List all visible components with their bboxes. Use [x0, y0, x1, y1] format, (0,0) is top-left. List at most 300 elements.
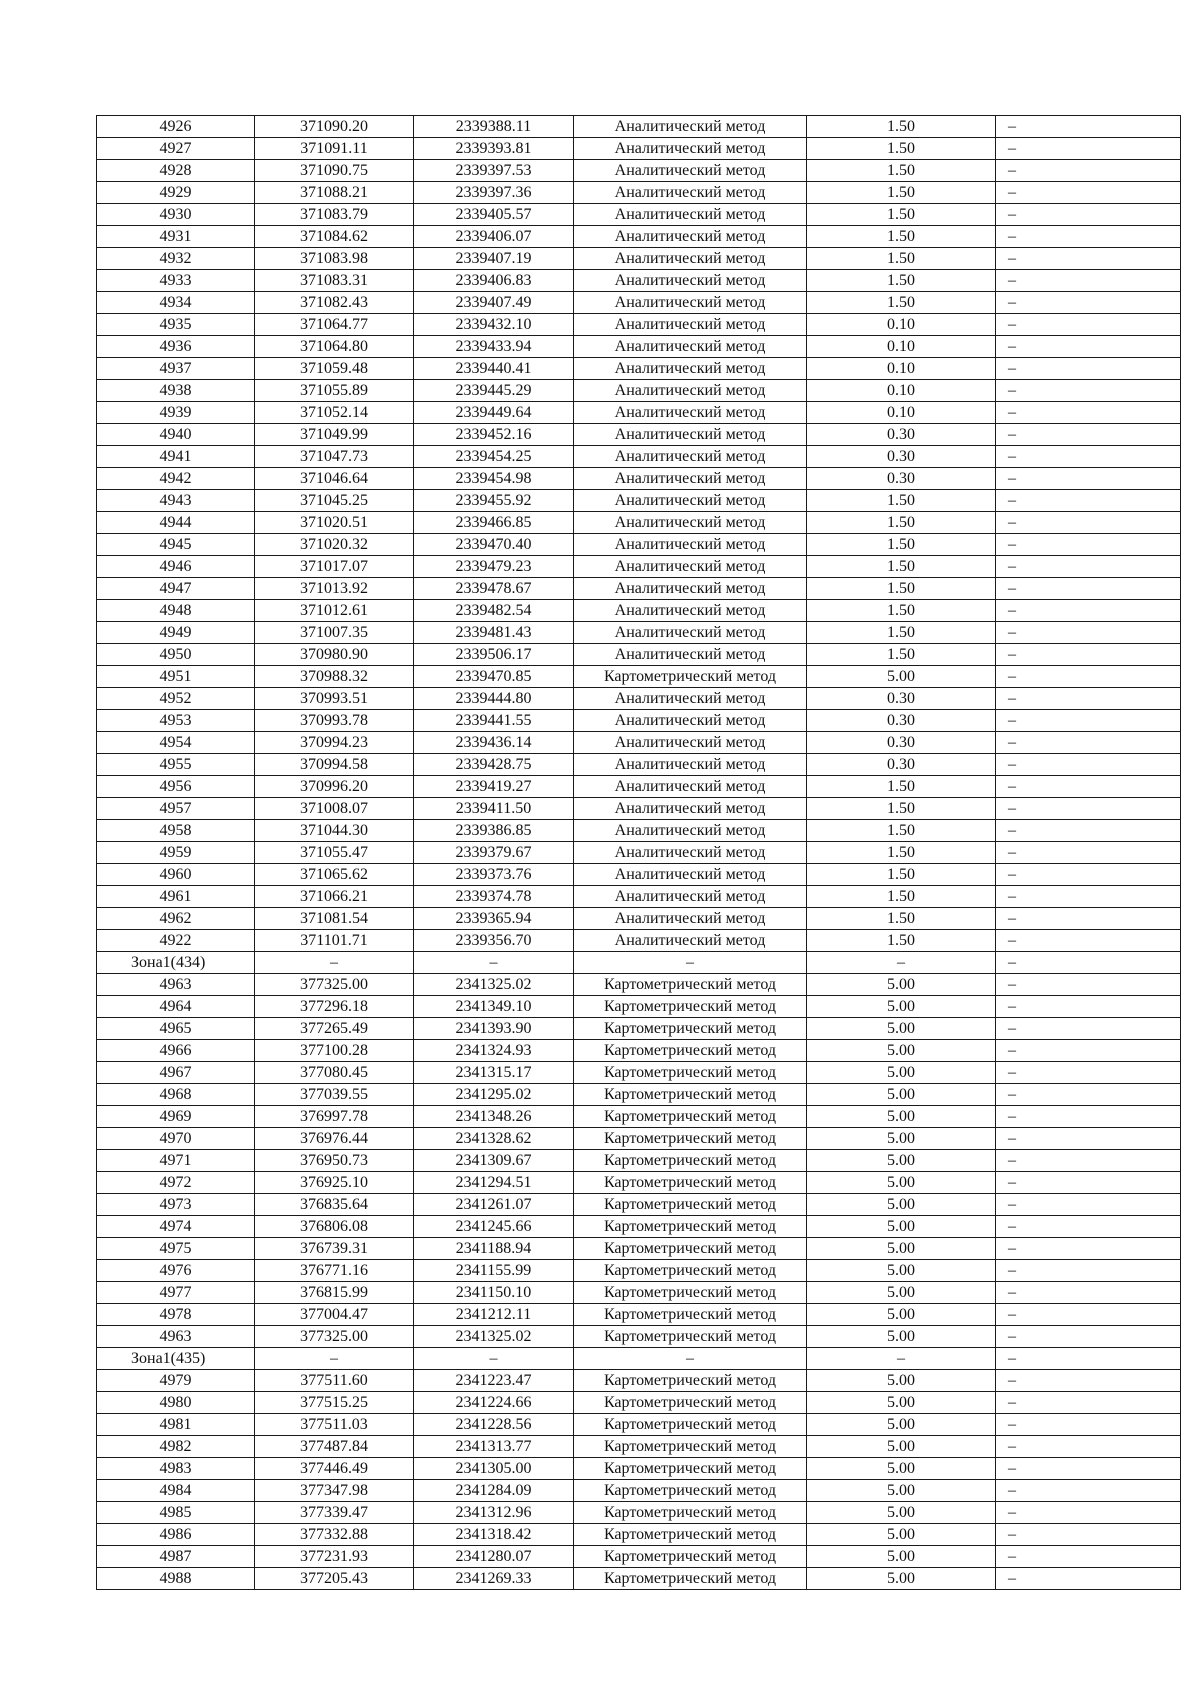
point-number-cell: 4955	[97, 754, 255, 776]
x-coordinate-cell: 370980.90	[255, 644, 414, 666]
precision-cell: 5.00	[807, 1216, 996, 1238]
y-coordinate-cell: 2339466.85	[414, 512, 574, 534]
table-row	[97, 908, 1181, 930]
method-cell: Картометрический метод	[574, 996, 807, 1018]
table-row	[97, 358, 1181, 380]
method-cell: Картометрический метод	[574, 1172, 807, 1194]
x-coordinate-cell: 377265.49	[255, 1018, 414, 1040]
zone-label-cell: Зона1(435)	[97, 1348, 255, 1370]
y-coordinate-cell: 2339452.16	[414, 424, 574, 446]
point-number-cell: 4936	[97, 336, 255, 358]
description-cell: –	[996, 710, 1181, 732]
point-number-cell: 4933	[97, 270, 255, 292]
x-coordinate-cell: 377325.00	[255, 1326, 414, 1348]
method-cell: Аналитический метод	[574, 468, 807, 490]
precision-cell: 5.00	[807, 1480, 996, 1502]
point-number-cell: 4976	[97, 1260, 255, 1282]
table-row	[97, 1524, 1181, 1546]
table-row	[97, 820, 1181, 842]
table-row	[97, 644, 1181, 666]
method-cell: Аналитический метод	[574, 446, 807, 468]
x-coordinate-cell: 371081.54	[255, 908, 414, 930]
description-cell: –	[996, 842, 1181, 864]
method-cell: Аналитический метод	[574, 864, 807, 886]
table-row	[97, 1040, 1181, 1062]
point-number-cell: 4943	[97, 490, 255, 512]
y-coordinate-cell: 2339444.80	[414, 688, 574, 710]
precision-cell: 5.00	[807, 1436, 996, 1458]
table-row	[97, 754, 1181, 776]
point-number-cell: 4956	[97, 776, 255, 798]
y-coordinate-cell: 2341318.42	[414, 1524, 574, 1546]
y-coordinate-cell: 2339433.94	[414, 336, 574, 358]
precision-cell: 5.00	[807, 1568, 996, 1590]
table-row	[97, 1458, 1181, 1480]
method-cell: Аналитический метод	[574, 380, 807, 402]
precision-cell: 1.50	[807, 578, 996, 600]
table-row	[97, 1194, 1181, 1216]
precision-cell: 1.50	[807, 556, 996, 578]
method-cell: Аналитический метод	[574, 644, 807, 666]
description-cell: –	[996, 1480, 1181, 1502]
precision-cell: 5.00	[807, 1502, 996, 1524]
x-coordinate-cell: 371020.51	[255, 512, 414, 534]
precision-cell: 5.00	[807, 1150, 996, 1172]
table-row	[97, 776, 1181, 798]
precision-cell: 0.30	[807, 754, 996, 776]
x-coordinate-cell: 377004.47	[255, 1304, 414, 1326]
description-cell: –	[996, 138, 1181, 160]
description-cell: –	[996, 864, 1181, 886]
description-cell: –	[996, 1128, 1181, 1150]
y-coordinate-cell: 2341224.66	[414, 1392, 574, 1414]
precision-cell: 0.30	[807, 446, 996, 468]
description-cell: –	[996, 820, 1181, 842]
x-coordinate-cell: 377296.18	[255, 996, 414, 1018]
x-coordinate-cell: 377511.60	[255, 1370, 414, 1392]
precision-cell: 1.50	[807, 908, 996, 930]
y-coordinate-cell: 2339397.36	[414, 182, 574, 204]
table-row	[97, 402, 1181, 424]
point-number-cell: 4963	[97, 974, 255, 996]
precision-cell: 0.30	[807, 424, 996, 446]
table-row	[97, 314, 1181, 336]
table-row	[97, 270, 1181, 292]
point-number-cell: 4971	[97, 1150, 255, 1172]
point-number-cell: 4988	[97, 1568, 255, 1590]
method-cell: Аналитический метод	[574, 930, 807, 952]
description-cell: –	[996, 666, 1181, 688]
precision-cell: 1.50	[807, 534, 996, 556]
x-coordinate-cell: 371084.62	[255, 226, 414, 248]
method-cell: Картометрический метод	[574, 974, 807, 996]
y-coordinate-cell: 2339397.53	[414, 160, 574, 182]
point-number-cell: 4922	[97, 930, 255, 952]
description-cell: –	[996, 1326, 1181, 1348]
table-row	[97, 1260, 1181, 1282]
x-coordinate-cell: 371066.21	[255, 886, 414, 908]
precision-cell: 1.50	[807, 512, 996, 534]
method-cell: Аналитический метод	[574, 138, 807, 160]
method-cell: –	[574, 1348, 807, 1370]
precision-cell: –	[807, 952, 996, 974]
precision-cell: 5.00	[807, 666, 996, 688]
precision-cell: 5.00	[807, 996, 996, 1018]
point-number-cell: 4981	[97, 1414, 255, 1436]
coordinates-table	[96, 115, 1181, 1590]
x-coordinate-cell: 371091.11	[255, 138, 414, 160]
table-row	[97, 424, 1181, 446]
method-cell: Картометрический метод	[574, 1392, 807, 1414]
precision-cell: –	[807, 1348, 996, 1370]
x-coordinate-cell: 371090.75	[255, 160, 414, 182]
y-coordinate-cell: 2341269.33	[414, 1568, 574, 1590]
method-cell: Аналитический метод	[574, 908, 807, 930]
method-cell: Картометрический метод	[574, 1194, 807, 1216]
method-cell: Картометрический метод	[574, 1568, 807, 1590]
precision-cell: 5.00	[807, 1414, 996, 1436]
point-number-cell: 4935	[97, 314, 255, 336]
precision-cell: 0.10	[807, 314, 996, 336]
point-number-cell: 4951	[97, 666, 255, 688]
method-cell: Аналитический метод	[574, 820, 807, 842]
description-cell: –	[996, 1370, 1181, 1392]
x-coordinate-cell: 371064.77	[255, 314, 414, 336]
table-row	[97, 732, 1181, 754]
point-number-cell: 4979	[97, 1370, 255, 1392]
point-number-cell: 4986	[97, 1524, 255, 1546]
zone-header-row	[97, 952, 1181, 974]
x-coordinate-cell: 376771.16	[255, 1260, 414, 1282]
description-cell: –	[996, 1216, 1181, 1238]
description-cell: –	[996, 1348, 1181, 1370]
method-cell: Аналитический метод	[574, 754, 807, 776]
y-coordinate-cell: 2339407.49	[414, 292, 574, 314]
method-cell: Картометрический метод	[574, 1216, 807, 1238]
table-row	[97, 182, 1181, 204]
table-row	[97, 248, 1181, 270]
description-cell: –	[996, 1172, 1181, 1194]
point-number-cell: 4929	[97, 182, 255, 204]
point-number-cell: 4944	[97, 512, 255, 534]
precision-cell: 1.50	[807, 600, 996, 622]
table-row	[97, 798, 1181, 820]
y-coordinate-cell: 2339470.85	[414, 666, 574, 688]
description-cell: –	[996, 248, 1181, 270]
table-row	[97, 226, 1181, 248]
precision-cell: 5.00	[807, 1546, 996, 1568]
x-coordinate-cell: 371052.14	[255, 402, 414, 424]
y-coordinate-cell: 2339393.81	[414, 138, 574, 160]
precision-cell: 1.50	[807, 182, 996, 204]
description-cell: –	[996, 578, 1181, 600]
method-cell: Картометрический метод	[574, 1304, 807, 1326]
method-cell: Аналитический метод	[574, 270, 807, 292]
point-number-cell: 4927	[97, 138, 255, 160]
precision-cell: 5.00	[807, 1458, 996, 1480]
table-row	[97, 1502, 1181, 1524]
point-number-cell: 4942	[97, 468, 255, 490]
y-coordinate-cell: 2339441.55	[414, 710, 574, 732]
table-row	[97, 1414, 1181, 1436]
precision-cell: 1.50	[807, 204, 996, 226]
method-cell: Аналитический метод	[574, 248, 807, 270]
y-coordinate-cell: 2341212.11	[414, 1304, 574, 1326]
point-number-cell: 4954	[97, 732, 255, 754]
table-row	[97, 666, 1181, 688]
y-coordinate-cell: 2341188.94	[414, 1238, 574, 1260]
description-cell: –	[996, 600, 1181, 622]
table-row	[97, 578, 1181, 600]
point-number-cell: 4930	[97, 204, 255, 226]
description-cell: –	[996, 270, 1181, 292]
description-cell: –	[996, 1106, 1181, 1128]
precision-cell: 0.10	[807, 336, 996, 358]
precision-cell: 5.00	[807, 1106, 996, 1128]
method-cell: Картометрический метод	[574, 1040, 807, 1062]
y-coordinate-cell: 2341280.07	[414, 1546, 574, 1568]
table-row	[97, 1304, 1181, 1326]
table-row	[97, 468, 1181, 490]
point-number-cell: 4932	[97, 248, 255, 270]
y-coordinate-cell: 2341313.77	[414, 1436, 574, 1458]
description-cell: –	[996, 974, 1181, 996]
y-coordinate-cell: 2339406.07	[414, 226, 574, 248]
x-coordinate-cell: 376806.08	[255, 1216, 414, 1238]
table-row	[97, 710, 1181, 732]
point-number-cell: 4985	[97, 1502, 255, 1524]
y-coordinate-cell: 2341228.56	[414, 1414, 574, 1436]
description-cell: –	[996, 380, 1181, 402]
precision-cell: 1.50	[807, 820, 996, 842]
y-coordinate-cell: 2339428.75	[414, 754, 574, 776]
method-cell: Аналитический метод	[574, 512, 807, 534]
precision-cell: 1.50	[807, 864, 996, 886]
x-coordinate-cell: 371083.79	[255, 204, 414, 226]
method-cell: Картометрический метод	[574, 1282, 807, 1304]
method-cell: Аналитический метод	[574, 688, 807, 710]
x-coordinate-cell: 376815.99	[255, 1282, 414, 1304]
method-cell: Картометрический метод	[574, 1128, 807, 1150]
table-row	[97, 1084, 1181, 1106]
x-coordinate-cell: 371064.80	[255, 336, 414, 358]
point-number-cell: 4970	[97, 1128, 255, 1150]
table-row	[97, 160, 1181, 182]
x-coordinate-cell: 377039.55	[255, 1084, 414, 1106]
y-coordinate-cell: 2339373.76	[414, 864, 574, 886]
method-cell: Картометрический метод	[574, 1062, 807, 1084]
x-coordinate-cell: 371090.20	[255, 116, 414, 138]
x-coordinate-cell: 371046.64	[255, 468, 414, 490]
y-coordinate-cell: 2341223.47	[414, 1370, 574, 1392]
table-row	[97, 622, 1181, 644]
description-cell: –	[996, 1062, 1181, 1084]
point-number-cell: 4983	[97, 1458, 255, 1480]
y-coordinate-cell: 2341393.90	[414, 1018, 574, 1040]
y-coordinate-cell: 2341261.07	[414, 1194, 574, 1216]
y-coordinate-cell: 2339445.29	[414, 380, 574, 402]
table-row	[97, 974, 1181, 996]
precision-cell: 1.50	[807, 886, 996, 908]
point-number-cell: 4969	[97, 1106, 255, 1128]
y-coordinate-cell: 2339449.64	[414, 402, 574, 424]
point-number-cell: 4984	[97, 1480, 255, 1502]
y-coordinate-cell: 2341315.17	[414, 1062, 574, 1084]
description-cell: –	[996, 908, 1181, 930]
y-coordinate-cell: 2341155.99	[414, 1260, 574, 1282]
description-cell: –	[996, 1568, 1181, 1590]
precision-cell: 5.00	[807, 1018, 996, 1040]
x-coordinate-cell: 371017.07	[255, 556, 414, 578]
description-cell: –	[996, 1238, 1181, 1260]
precision-cell: 5.00	[807, 1260, 996, 1282]
x-coordinate-cell: 377511.03	[255, 1414, 414, 1436]
point-number-cell: 4982	[97, 1436, 255, 1458]
y-coordinate-cell: 2339440.41	[414, 358, 574, 380]
description-cell: –	[996, 534, 1181, 556]
y-coordinate-cell: 2341294.51	[414, 1172, 574, 1194]
description-cell: –	[996, 314, 1181, 336]
description-cell: –	[996, 1260, 1181, 1282]
y-coordinate-cell: 2339356.70	[414, 930, 574, 952]
y-coordinate-cell: 2341325.02	[414, 974, 574, 996]
method-cell: Картометрический метод	[574, 1238, 807, 1260]
method-cell: Аналитический метод	[574, 358, 807, 380]
description-cell: –	[996, 556, 1181, 578]
x-coordinate-cell: 371020.32	[255, 534, 414, 556]
precision-cell: 5.00	[807, 1370, 996, 1392]
point-number-cell: 4960	[97, 864, 255, 886]
precision-cell: 0.30	[807, 732, 996, 754]
point-number-cell: 4941	[97, 446, 255, 468]
y-coordinate-cell: 2341309.67	[414, 1150, 574, 1172]
description-cell: –	[996, 160, 1181, 182]
x-coordinate-cell: 371083.31	[255, 270, 414, 292]
table-row	[97, 600, 1181, 622]
method-cell: Аналитический метод	[574, 314, 807, 336]
y-coordinate-cell: 2339407.19	[414, 248, 574, 270]
point-number-cell: 4974	[97, 1216, 255, 1238]
method-cell: Картометрический метод	[574, 1546, 807, 1568]
y-coordinate-cell: 2339365.94	[414, 908, 574, 930]
method-cell: Аналитический метод	[574, 160, 807, 182]
x-coordinate-cell: 371044.30	[255, 820, 414, 842]
method-cell: Аналитический метод	[574, 402, 807, 424]
point-number-cell: 4959	[97, 842, 255, 864]
method-cell: Картометрический метод	[574, 1106, 807, 1128]
point-number-cell: 4973	[97, 1194, 255, 1216]
x-coordinate-cell: 376976.44	[255, 1128, 414, 1150]
method-cell: Аналитический метод	[574, 204, 807, 226]
x-coordinate-cell: 370996.20	[255, 776, 414, 798]
description-cell: –	[996, 996, 1181, 1018]
method-cell: Аналитический метод	[574, 776, 807, 798]
point-number-cell: 4947	[97, 578, 255, 600]
table-row	[97, 1370, 1181, 1392]
point-number-cell: 4931	[97, 226, 255, 248]
description-cell: –	[996, 1524, 1181, 1546]
point-number-cell: 4928	[97, 160, 255, 182]
x-coordinate-cell: 371101.71	[255, 930, 414, 952]
method-cell: Картометрический метод	[574, 1414, 807, 1436]
method-cell: Картометрический метод	[574, 1502, 807, 1524]
precision-cell: 1.50	[807, 226, 996, 248]
precision-cell: 0.30	[807, 688, 996, 710]
table-row	[97, 886, 1181, 908]
x-coordinate-cell: 377325.00	[255, 974, 414, 996]
precision-cell: 5.00	[807, 1194, 996, 1216]
table-row	[97, 842, 1181, 864]
description-cell: –	[996, 358, 1181, 380]
precision-cell: 0.10	[807, 380, 996, 402]
description-cell: –	[996, 776, 1181, 798]
x-coordinate-cell: 377347.98	[255, 1480, 414, 1502]
point-number-cell: 4957	[97, 798, 255, 820]
x-coordinate-cell: 370993.78	[255, 710, 414, 732]
description-cell: –	[996, 446, 1181, 468]
point-number-cell: 4962	[97, 908, 255, 930]
method-cell: Аналитический метод	[574, 600, 807, 622]
description-cell: –	[996, 1502, 1181, 1524]
method-cell: Картометрический метод	[574, 1436, 807, 1458]
table-row	[97, 1480, 1181, 1502]
description-cell: –	[996, 952, 1181, 974]
x-coordinate-cell: 377446.49	[255, 1458, 414, 1480]
description-cell: –	[996, 1282, 1181, 1304]
x-coordinate-cell: 371082.43	[255, 292, 414, 314]
x-coordinate-cell: 376739.31	[255, 1238, 414, 1260]
description-cell: –	[996, 424, 1181, 446]
table-row	[97, 138, 1181, 160]
precision-cell: 1.50	[807, 644, 996, 666]
y-coordinate-cell: 2339481.43	[414, 622, 574, 644]
precision-cell: 1.50	[807, 270, 996, 292]
y-coordinate-cell: 2339454.25	[414, 446, 574, 468]
description-cell: –	[996, 204, 1181, 226]
method-cell: Картометрический метод	[574, 1480, 807, 1502]
y-coordinate-cell: 2341150.10	[414, 1282, 574, 1304]
x-coordinate-cell: 371012.61	[255, 600, 414, 622]
description-cell: –	[996, 1150, 1181, 1172]
precision-cell: 0.30	[807, 710, 996, 732]
point-number-cell: 4934	[97, 292, 255, 314]
description-cell: –	[996, 754, 1181, 776]
point-number-cell: 4980	[97, 1392, 255, 1414]
method-cell: Аналитический метод	[574, 886, 807, 908]
method-cell: Картометрический метод	[574, 666, 807, 688]
table-row	[97, 930, 1181, 952]
description-cell: –	[996, 512, 1181, 534]
description-cell: –	[996, 292, 1181, 314]
point-number-cell: 4940	[97, 424, 255, 446]
precision-cell: 5.00	[807, 974, 996, 996]
description-cell: –	[996, 468, 1181, 490]
coordinates-table-body	[97, 116, 1181, 1590]
table-row	[97, 336, 1181, 358]
x-coordinate-cell: 377332.88	[255, 1524, 414, 1546]
description-cell: –	[996, 1458, 1181, 1480]
precision-cell: 5.00	[807, 1326, 996, 1348]
point-number-cell: 4965	[97, 1018, 255, 1040]
description-cell: –	[996, 1546, 1181, 1568]
method-cell: Аналитический метод	[574, 578, 807, 600]
table-row	[97, 1436, 1181, 1458]
x-coordinate-cell: 371083.98	[255, 248, 414, 270]
precision-cell: 0.10	[807, 358, 996, 380]
point-number-cell: 4987	[97, 1546, 255, 1568]
description-cell: –	[996, 336, 1181, 358]
y-coordinate-cell: 2341325.02	[414, 1326, 574, 1348]
